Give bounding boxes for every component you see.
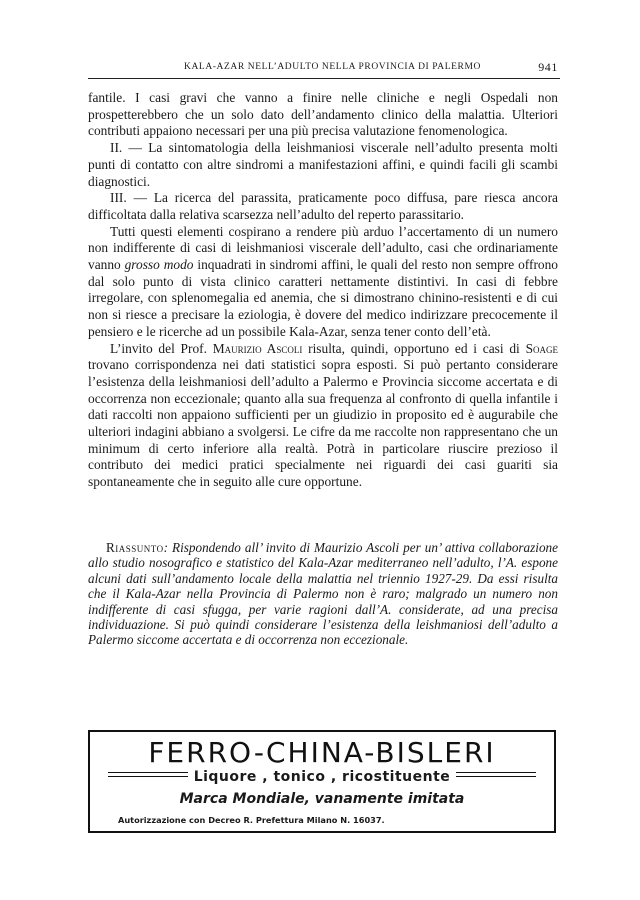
advertisement: [88, 730, 556, 833]
paragraph-text: trovano corrispondenza nei dati statistici sopra esposti. Si può pertanto considerare l’esistenza della leishmaniosi dell’adulto a Palermo e Provincia siccome accertata e di occorrenza non eccezionale; quanto alla sua frequenza al confronto di quella infantile i dati raccolti non appaiono sufficienti per un giudizio in proposito ed è augurabile che ulteriori indagini abbiano a svolgersi. Le cifre da me raccolte non rappresentano che un minimum di certo inferiore alla realtà. Potrà in particolare riuscire prezioso il contributo dei medici pratici specialmente nei riguardi dei casi guariti sia spontaneamente che in seguito alle cure opportune.: [88, 357, 558, 490]
advert-rule-right: [456, 772, 536, 777]
summary: [88, 540, 558, 648]
page-header: [88, 60, 558, 76]
summary-label: Riassunto: [106, 540, 164, 555]
author-name: Soage: [525, 340, 559, 356]
paragraph-continuation: fantile. I casi gravi che vanno a finire nelle cliniche e negli Ospedali non prospetterebbero che un solo dato dell’andamento clinico della malattia. Ulteriori contributi appaiono necessari per una più precisa valutazione fenomenologica.: [88, 90, 558, 139]
advert-slogan: Marca Mondiale, vanamente imitata: [179, 791, 465, 807]
advert-authorization: Autorizzazione con Decreo R. Prefettura Milano N. 16037.: [118, 815, 385, 825]
paragraph-conclusion: [88, 224, 558, 341]
advert-brand: FERRO-CHINA-BISLERI: [148, 736, 496, 769]
latin-phrase: grosso modo: [124, 257, 194, 273]
paragraph-point-three: III. — La ricerca del parassita, praticamente poco diffusa, pare riesca ancora difficoltata dalla relativa scarsezza nell’adulto del reperto parassitario.: [88, 190, 558, 222]
paragraph-text: Tutti questi elementi cospirano a rendere più arduo l’accertamento di un numero non indifferente di casi di leishmaniosi viscerale dell’adulto, casi che ordinariamente vanno: [88, 223, 558, 273]
paragraph-point-two: II. — La sintomatologia della leishmaniosi viscerale nell’adulto presenta molti punti di contatto con altre sindromi a manifestazioni affini, e quindi facili gli scambi diagnostici.: [88, 140, 558, 189]
paragraph-invitation: [88, 341, 558, 491]
header-rule: [88, 78, 560, 79]
paragraph-text: L’invito del Prof.: [110, 340, 213, 356]
paragraph-text: inquadrati in sindromi affini, le quali del resto non sempre offrono dal solo punto di vista clinico caratteri nettamente distintivi. In casi di febbre irregolare, con splenomegalia ed anemia, che si dimostrano chinino-resistenti e di cui non si riesce a precisare la eziologia, è dovere del medico indirizzare precocemente il pensiero e le ricerche ad un possibile Kala-Azar, senza tener conto dell’età.: [88, 257, 559, 339]
article-body: [88, 90, 558, 491]
page-number: 941: [538, 60, 558, 74]
paragraph-text: risulta, quindi, opportuno ed i casi di: [302, 340, 526, 356]
summary-text: : Rispondendo all’ invito di Maurizio Ascoli per un’ attiva collaborazione allo studio nosografico e statistico del Kala-Azar mediterraneo nell’adulto, l’A. espone alcuni dati sull’andamento locale della malattia nel triennio 1927-29. Da essi risulta che il Kala-Azar nella Provincia di Palermo non è raro; malgrado un numero non indifferente di casi sfugga, per varie ragioni dall’A. considerate, ad una precisa individuazione. Si può quindi considerare l’esistenza della leishmaniosi dell’adulto a Palermo siccome accertata e di occorrenza non eccezionale.: [88, 540, 558, 648]
advert-tagline: Liquore , tonico , ricostituente: [193, 769, 451, 785]
running-title: KALA-AZAR NELL’ADULTO NELLA PROVINCIA DI PALERMO: [184, 62, 482, 72]
author-name: Maurizio Ascoli: [212, 340, 303, 356]
